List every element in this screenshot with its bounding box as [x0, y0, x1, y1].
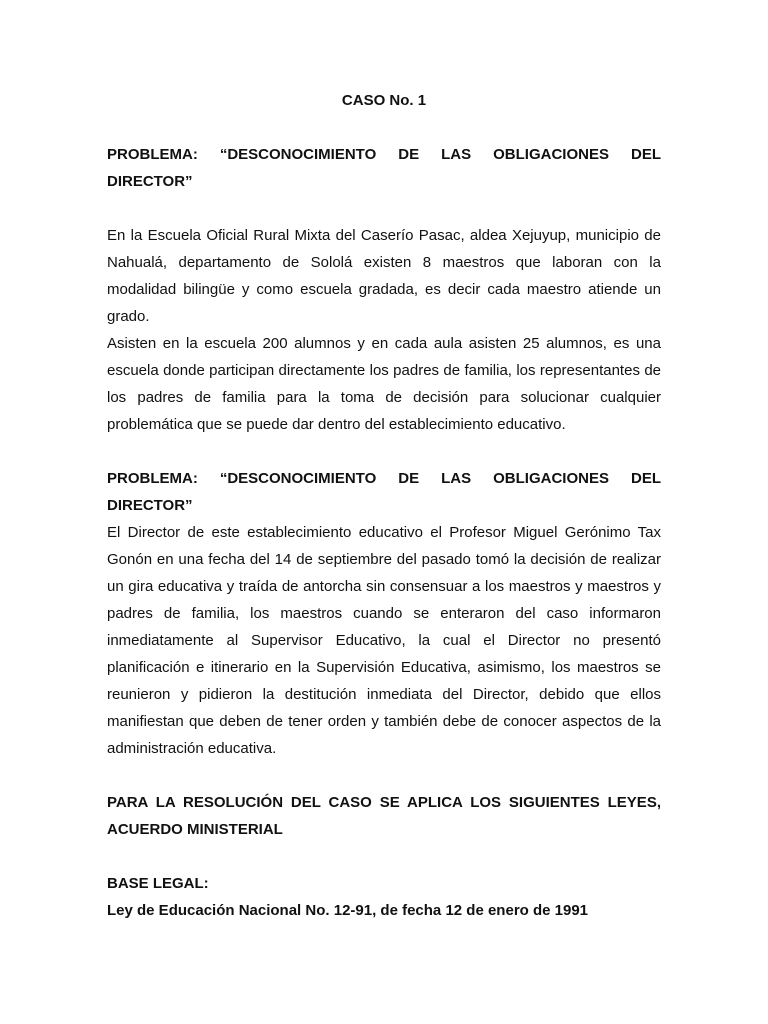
spacer: [107, 114, 661, 141]
spacer: [107, 438, 661, 465]
intro-paragraph: En la Escuela Oficial Rural Mixta del Caserío Pasac, aldea Xejuyup, municipio de Nahualá, departamento de Sololá existen 8 maestros que laboran con la modalidad bilingüe y como escuela gradada, es decir cada maestro atiende un grado.: [107, 227, 661, 325]
spacer: [107, 195, 661, 222]
case-title: CASO No. 1: [341, 92, 427, 109]
document-page: [107, 87, 661, 924]
problem-paragraph: El Director de este establecimiento educativo el Profesor Miguel Gerónimo Tax Gonón en una fecha del 14 de septiembre del pasado tomó la decisión de realizar un gira educativa y traída de antorcha sin consensuar a los maestros y maestros y padres de familia, los maestros cuando se enteraron del caso informaron inmediatamente al Supervisor Educativo, la cual el Director no presentó planificación e itinerario en la Supervisión Educativa, asimismo, los maestros se reunieron y pidieron la destitución inmediata del Director, debido que ellos manifiestan que deben de tener orden y también debe de conocer aspectos de la administración educativa.: [107, 524, 661, 757]
intro-paragraph: Asisten en la escuela 200 alumnos y en cada aula asisten 25 alumnos, es una escuela donde participan directamente los padres de familia, los representantes de los padres de familia para la toma de decisión para solucionar cualquier problemática que se puede dar dentro del establecimiento educativo.: [107, 335, 661, 433]
resolution-heading: PARA LA RESOLUCIÓN DEL CASO SE APLICA LOS SIGUIENTES LEYES, ACUERDO MINISTERIAL: [107, 794, 661, 838]
problem-heading: PROBLEMA: “DESCONOCIMIENTO DE LAS OBLIGACIONES DEL DIRECTOR”: [107, 470, 661, 514]
problem-heading: PROBLEMA: “DESCONOCIMIENTO DE LAS OBLIGACIONES DEL DIRECTOR”: [107, 146, 661, 190]
legal-base-heading: BASE LEGAL:: [107, 875, 209, 892]
spacer: [107, 843, 661, 870]
spacer: [107, 762, 661, 789]
law-reference: Ley de Educación Nacional No. 12-91, de fecha 12 de enero de 1991: [107, 902, 589, 919]
